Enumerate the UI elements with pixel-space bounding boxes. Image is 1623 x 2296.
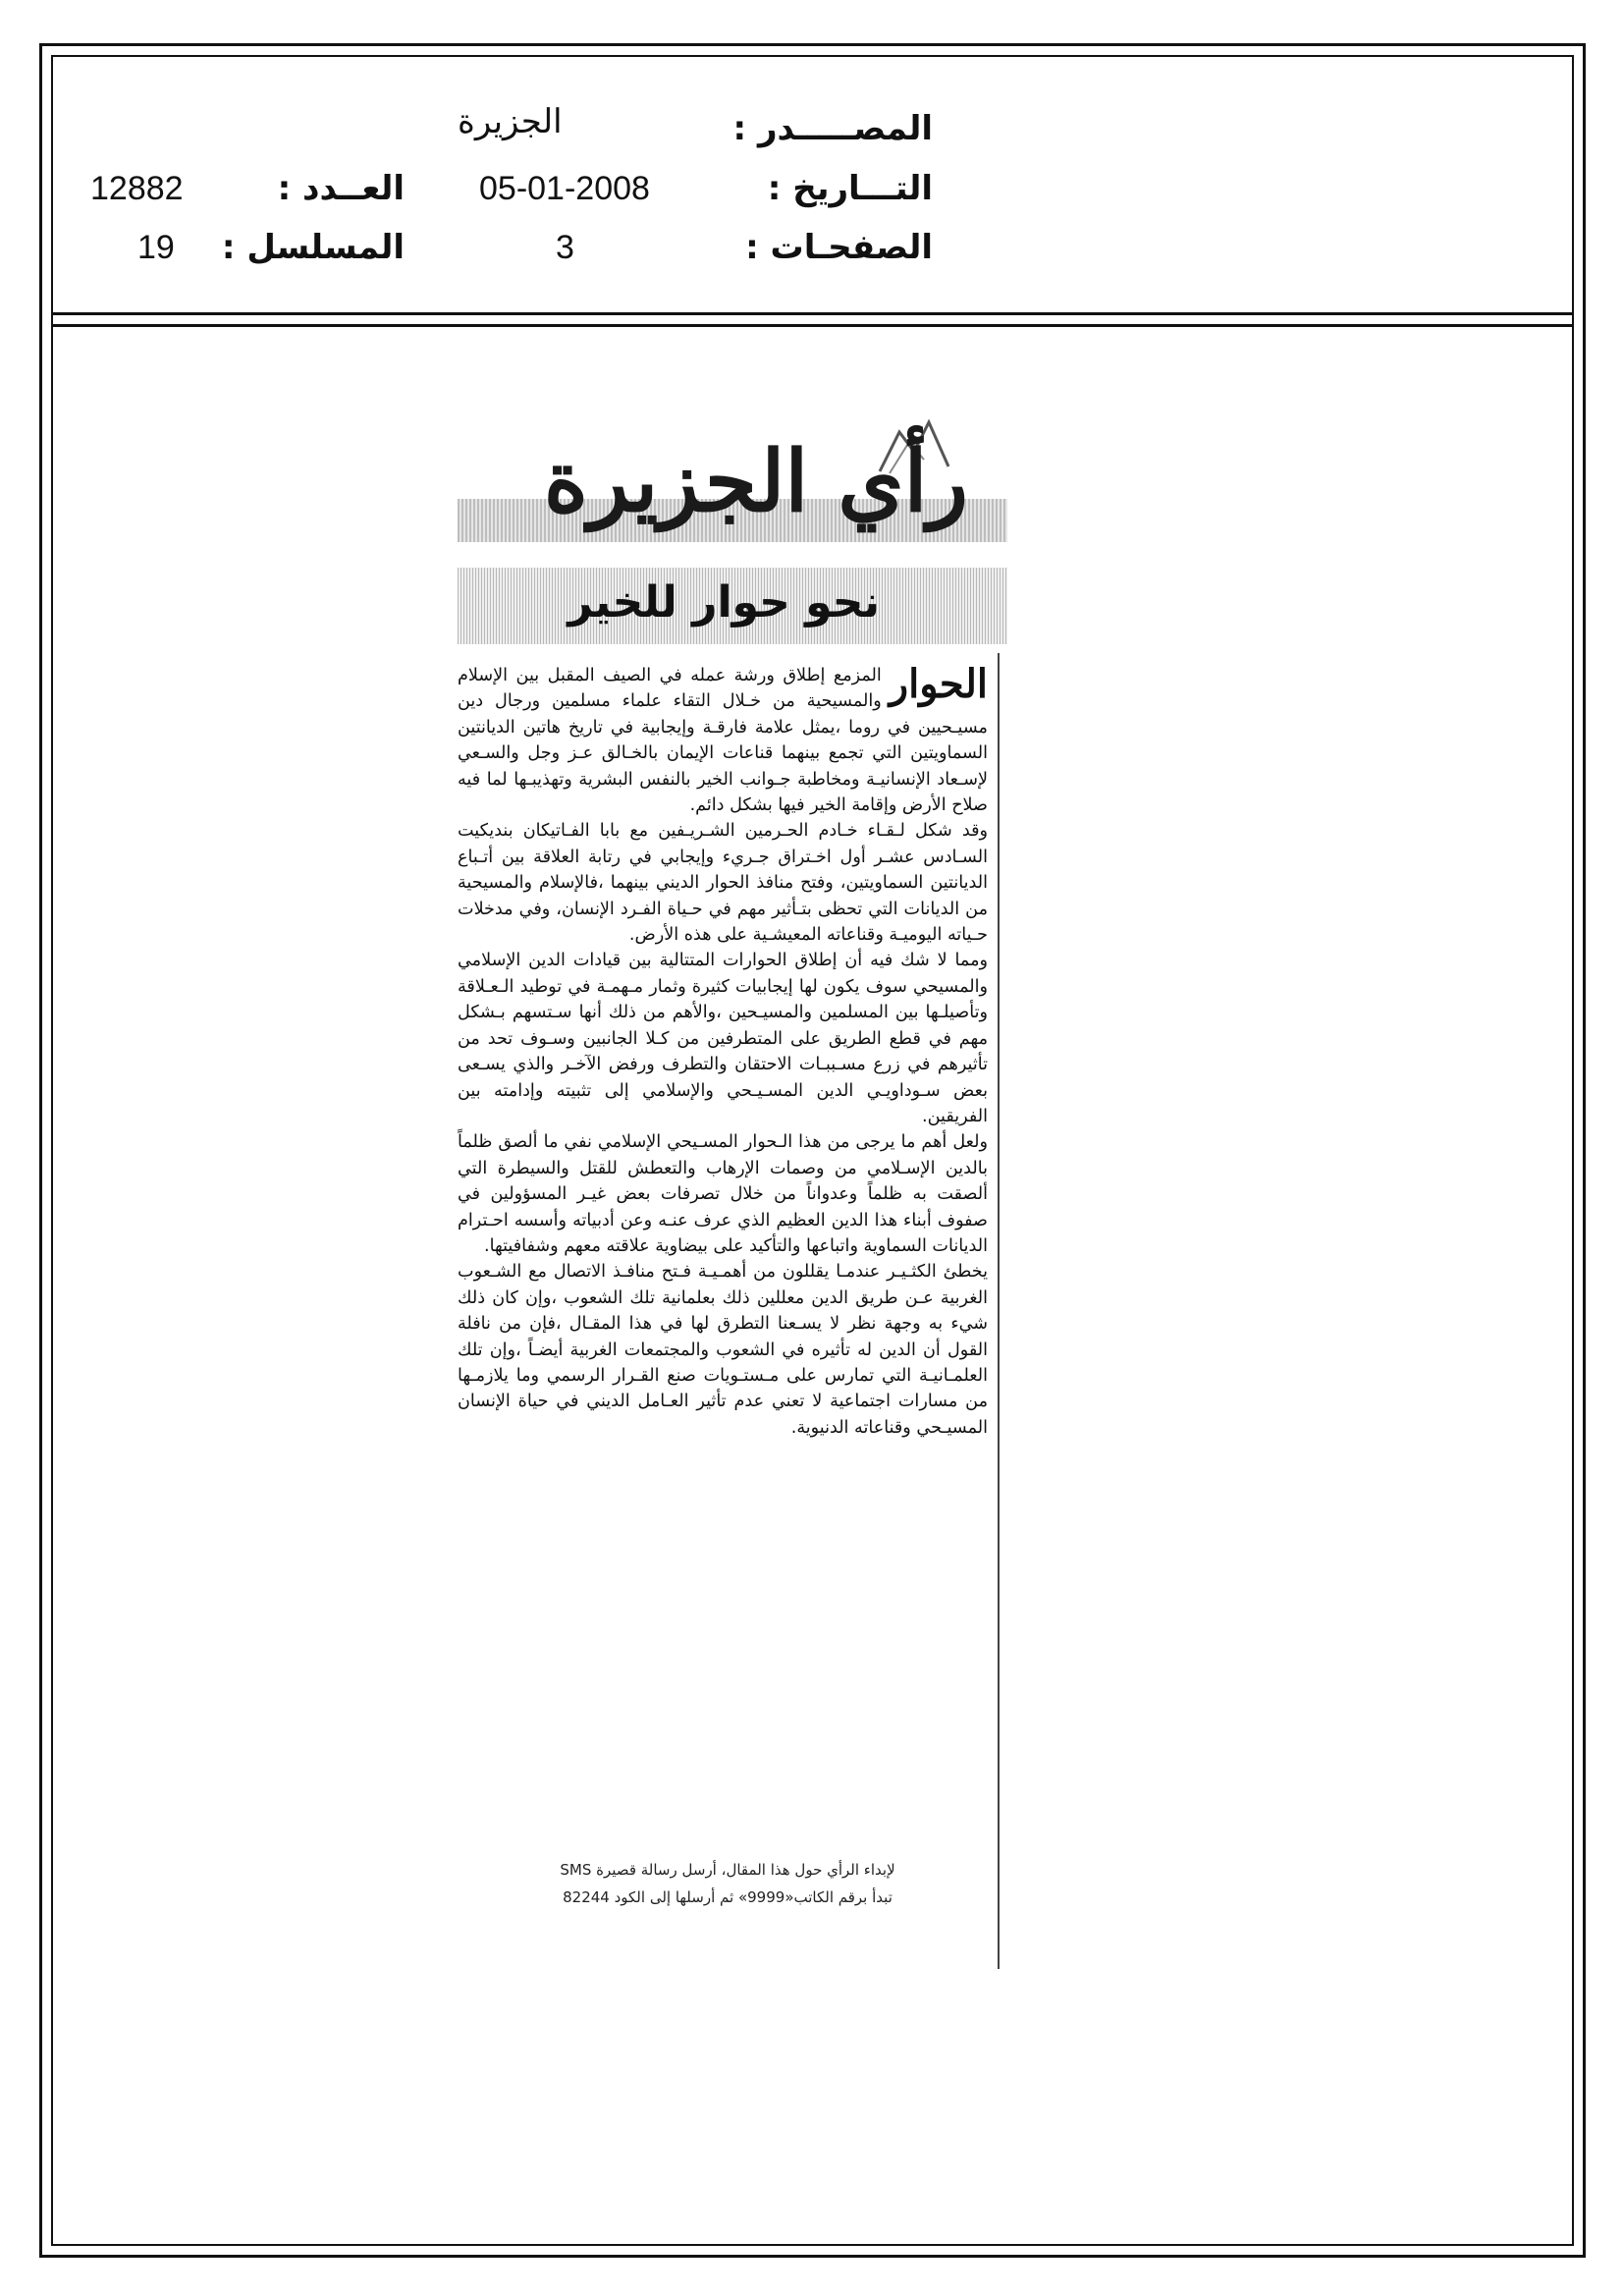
header-divider-top — [51, 312, 1574, 315]
date-label: التـــاريخ : — [767, 169, 933, 208]
footnote-line-2: تبدأ برقم الكاتب«9999» ثم أرسلها إلى الكود 82244 — [563, 1888, 893, 1906]
paragraph-4: ولعل أهم ما يرجى من هذا الـحوار المسـيحي الإسلامي نفي ما ألصق ظلماً بالدين الإسـلامي من وصمات الإرهاب والتعطش للقتل والسيطرة التي ألصقت به ظلماً وعدواناً من خلال تصرفات بعض غيـر المسؤولين في صفوف أبناء هذا الدين العظيم الذي عرف عنـه وعن أدبياته وأسسه احـترام الديانات السماوية واتباعها والتأكيد على بيضاوية علاقته معهم وشفافيتها. — [458, 1132, 988, 1256]
header-divider-bottom — [51, 324, 1574, 327]
issue-label: العــدد : — [277, 169, 405, 208]
serial-label: المسلسل : — [221, 228, 405, 267]
paragraph-1 — [458, 663, 988, 818]
date-value: 05-01-2008 — [479, 170, 650, 207]
source-value: الجزيرة — [458, 103, 563, 140]
serial-value: 19 — [137, 229, 175, 266]
sms-footnote — [497, 1856, 958, 1911]
banner-title: رأي الجزيرة — [543, 432, 968, 531]
paragraph-5: يخطئ الكثـيـر عندمـا يقللون من أهمـيـة فـتح منافـذ الاتصال مع الشـعوب الغربية عـن طريق الدين معللين ذلك بعلمانية تلك الشعوب ،وإن كان ذلك شيء به وجهة نظر لا يسـعنا التطرق لها في هذا المقـال ،فإن من نافلة القول أن الدين له تأثيره في الشعوب والمجتمعات الغربية أيضـاً ،وإن تلك العلمـانيـة التي تمارس على مـستـويات صنع القـرار الرسمي وما يلازمـها من مسارات اجتماعية لا تعني عدم تأثير العـامل الديني في حياة الإنسان المسيـحي وقناعاته الدنيوية. — [458, 1262, 988, 1438]
article-headline: نحو حوار للخير — [568, 577, 880, 628]
article-banner — [458, 412, 1007, 560]
article-body — [458, 663, 988, 1441]
column-rule — [998, 653, 1000, 1969]
issue-value: 12882 — [90, 170, 184, 207]
footnote-line-1: لإبداء الرأي حول هذا المقال، أرسل رسالة قصيرة SMS — [560, 1861, 895, 1879]
lead-word: الحوار — [889, 661, 988, 707]
paragraph-3: ومما لا شك فيه أن إطلاق الحوارات المتتالية بين قيادات الدين الإسلامي والمسيحي سوف يكون لها إيجابيات كثيرة وثمار مـهمـة في توطيد الـعـلاقة وتأصيلـها بين المسلمين والمسيـحين ،والأهم من ذلك أنها سـتسهم بـشكل مهم في قطع الطريق على المتطرفين من كـلا الجانبين وسـوف تحد من تأثيرهم في زرع مسـببـات الاحتقان والتطرف ورفض الآخـر والذي يسـعى بعض سـوداويـي الدين المسـيـحي والإسلامي إلى تثبيته وإدامته بين الفريقين. — [458, 951, 988, 1126]
pages-value: 3 — [556, 229, 574, 266]
paragraph-2: وقد شكل لـقـاء خـادم الحـرمين الشـريـفين مع بابا الفـاتيكان بنديكيت السـادس عشـر أول اخـتراق جـريء وإيجابي في رتابة العلاقة بين أتـباع الديانتين السماويتين، وفتح منافذ الحوار الديني بينهما ،فالإسلام والمسيحية من الديانات التي تحظى بتـأثير مهم في حـياة الفـرد الإنسان، وفي مدخلات حـياته اليوميـة وقناعاته المعيشـية على هذه الأرض. — [458, 821, 988, 946]
pages-label: الصفحـات : — [745, 228, 933, 267]
article-clipping — [458, 412, 1007, 2023]
paragraph-1-text: المزمع إطلاق ورشة عمله في الصيف المقبل بين الإسلام والمسيحية من خـلال التقاء علماء مسلمين ورجال دين مسيـحيين في روما ،يمثل علامة فارقـة وإيجابية في تاريخ هاتين الديانتين السماويتين التي تجمع بينهما قناعات الإيمان بالخـالق عـز وجل والسـعي لإسـعاد الإنسانيـة ومخاطبة جـوانب الخير بالنفس البشرية وتهذيبـها لما فيه صلاح الأرض وإقامة الخير فيها بشكل دائم. — [458, 666, 988, 816]
source-label: المصـــــدر : — [732, 109, 933, 148]
